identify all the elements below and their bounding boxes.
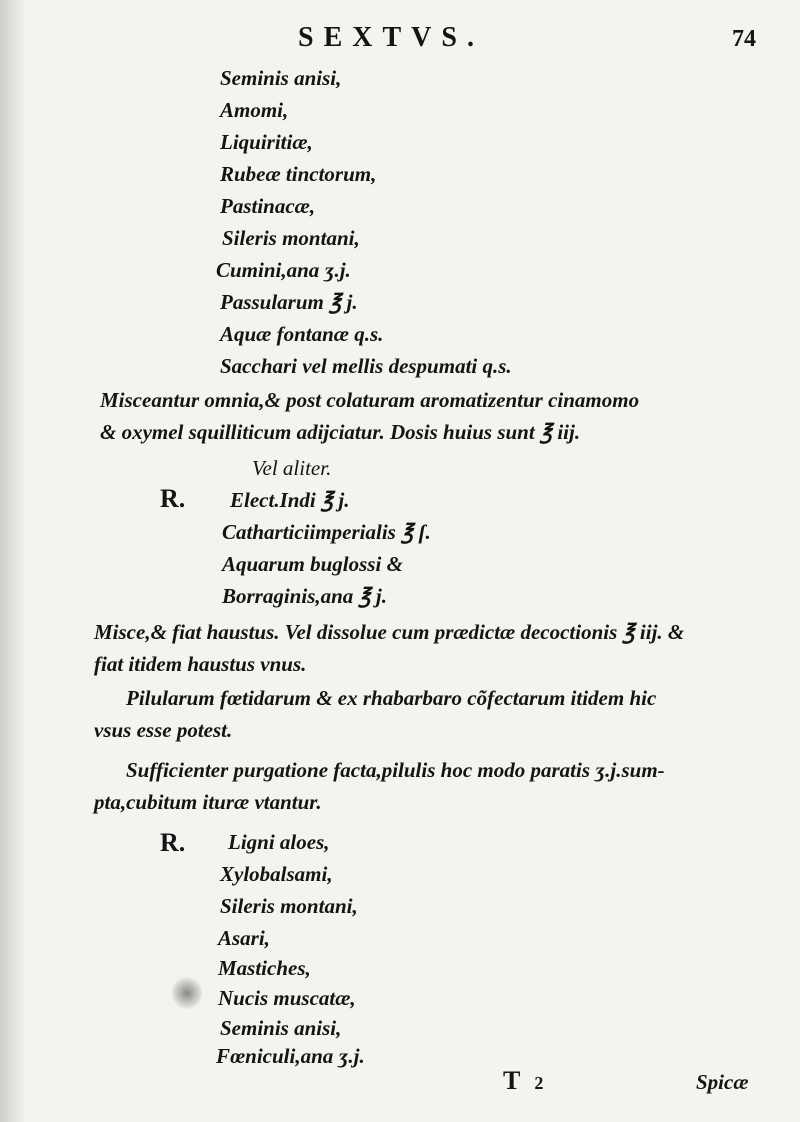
ingredient-line: Xylobalsami,	[220, 862, 333, 886]
section-subheading: Vel aliter.	[252, 456, 332, 480]
ingredient-line: Sileris montani,	[222, 226, 360, 250]
page-number: 74	[732, 26, 756, 52]
paragraph-line: fiat itidem haustus vnus.	[94, 652, 307, 676]
ingredient-line: Pastinacæ,	[220, 194, 316, 218]
running-head: SEXTVS.	[298, 22, 484, 53]
catchword: Spicæ	[696, 1070, 749, 1094]
ingredient-line: Amomi,	[220, 98, 289, 122]
recipe-symbol: R.	[160, 484, 186, 513]
signature-letter: T	[503, 1066, 521, 1095]
ingredient-line: Ligni aloes,	[228, 830, 330, 854]
ingredient-line: Borraginis,ana ℥ j.	[222, 584, 388, 608]
paragraph-line: vsus esse potest.	[94, 718, 233, 742]
paragraph-line: Sufficienter purgatione facta,pilulis hoc modo paratis ʒ.j.sum-	[126, 758, 665, 782]
ingredient-line: Fœniculi,ana ʒ.j.	[216, 1044, 365, 1068]
ingredient-line: Liquiritiæ,	[220, 130, 313, 154]
ingredient-line: Sacchari vel mellis despumati q.s.	[220, 354, 512, 378]
paragraph-line: & oxymel squilliticum adijciatur. Dosis huius sunt ℥ iij.	[100, 420, 581, 444]
page-gutter-shadow	[0, 0, 26, 1122]
page-header	[0, 20, 800, 56]
ingredient-line: Cumini,ana ʒ.j.	[216, 258, 351, 282]
ingredient-line: Nucis muscatæ,	[218, 986, 356, 1010]
ingredient-line: Elect.Indi ℥ j.	[230, 488, 350, 512]
ingredient-line: Sileris montani,	[220, 894, 358, 918]
ingredient-line: Asari,	[218, 926, 270, 950]
bleed-through-texture	[400, 70, 760, 370]
ingredient-line: Catharticiimperialis ℥ ſ.	[222, 520, 431, 544]
ingredient-line: Seminis anisi,	[220, 1016, 342, 1040]
paragraph-line: pta,cubitum ituræ vtantur.	[94, 790, 322, 814]
ingredient-line: Seminis anisi,	[220, 66, 342, 90]
signature-number: 2	[534, 1073, 544, 1093]
signature-mark	[503, 1066, 543, 1096]
ingredient-line: Passularum ℥ j.	[220, 290, 358, 314]
ink-smudge	[172, 976, 202, 1010]
paragraph-line: Misceantur omnia,& post colaturam aromatizentur cinamomo	[100, 388, 640, 412]
paragraph-line: Pilularum fœtidarum & ex rhabarbaro cõfectarum itidem hic	[126, 686, 657, 710]
ingredient-line: Mastiches,	[218, 956, 311, 980]
ingredient-line: Aquarum buglossi &	[222, 552, 403, 576]
paragraph-line: Misce,& fiat haustus. Vel dissolue cum prædictæ decoctionis ℥ iij. &	[94, 620, 685, 644]
ingredient-line: Rubeæ tinctorum,	[220, 162, 377, 186]
ingredient-line: Aquæ fontanæ q.s.	[220, 322, 384, 346]
recipe-symbol: R.	[160, 828, 186, 857]
